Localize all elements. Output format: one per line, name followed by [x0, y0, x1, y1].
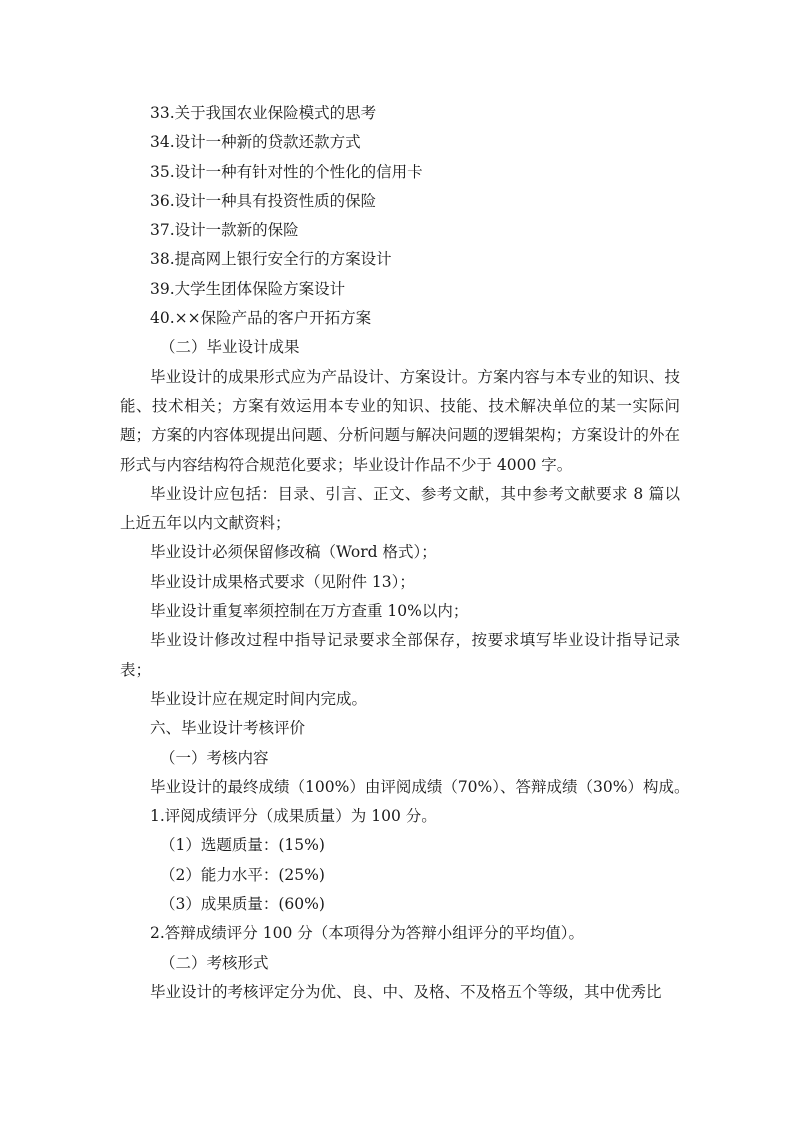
requirement-item: 毕业设计重复率须控制在万方查重 10%以内；: [150, 602, 469, 621]
requirement-item: 毕业设计修改过程中指导记录要求全部保存，按要求填写毕业设计指导记录表；: [120, 631, 680, 679]
list-item: 35.设计一种有针对性的个性化的信用卡: [150, 162, 423, 181]
list-item: 34.设计一种新的贷款还款方式: [150, 133, 361, 152]
evaluation-form-text: 毕业设计的考核评定分为优、良、中、及格、不及格五个等级，其中优秀比: [150, 982, 662, 1001]
list-item: 36.设计一种具有投资性质的保险: [150, 191, 377, 210]
list-item: 33.关于我国农业保险模式的思考: [150, 104, 377, 122]
subsection-heading-form: （二）考核形式: [160, 953, 269, 972]
requirement-item: 毕业设计必须保留修改稿（Word 格式）；: [150, 543, 437, 562]
evaluation-subitem: （1）选题质量：(15%): [160, 836, 325, 855]
subsection-heading-content: （一）考核内容: [160, 748, 269, 767]
evaluation-item: 2.答辩成绩评分 100 分（本项得分为答辩小组评分的平均值）。: [150, 924, 584, 943]
evaluation-intro: 毕业设计的最终成绩（100%）由评阅成绩（70%）、答辩成绩（30%）构成。: [150, 777, 690, 796]
list-item: 39.大学生团体保险方案设计: [150, 279, 346, 298]
evaluation-item: 1.评阅成绩评分（成果质量）为 100 分。: [150, 807, 437, 826]
evaluation-subitem: （3）成果质量：(60%): [160, 895, 325, 914]
list-item: 37.设计一款新的保险: [150, 221, 299, 240]
document-body: [120, 99, 690, 1007]
list-item: 38.提高网上银行安全行的方案设计: [150, 250, 392, 269]
section-heading-evaluation: 六、毕业设计考核评价: [150, 719, 306, 738]
results-paragraph-1: 毕业设计的成果形式应为产品设计、方案设计。方案内容与本专业的知识、技能、技术相关；方案有效运用本专业的知识、技能、技术解决单位的某一实际问题；方案的内容体现提出问题、分析问题与解决问题的逻辑架构；方案设计的外在形式与内容结构符合规范化要求；毕业设计作品不少于 4000 字。: [120, 367, 680, 474]
requirement-item: 毕业设计应在规定时间内完成。: [150, 689, 368, 708]
list-item: 40.××保险产品的客户开拓方案: [150, 309, 372, 328]
evaluation-subitem: （2）能力水平：(25%): [160, 865, 325, 884]
results-paragraph-2: 毕业设计应包括：目录、引言、正文、参考文献，其中参考文献要求 8 篇以上近五年以内文献资料；: [120, 484, 680, 533]
requirement-item: 毕业设计成果格式要求（见附件 13）；: [150, 572, 415, 591]
section-heading-results: （二）毕业设计成果: [160, 338, 300, 357]
